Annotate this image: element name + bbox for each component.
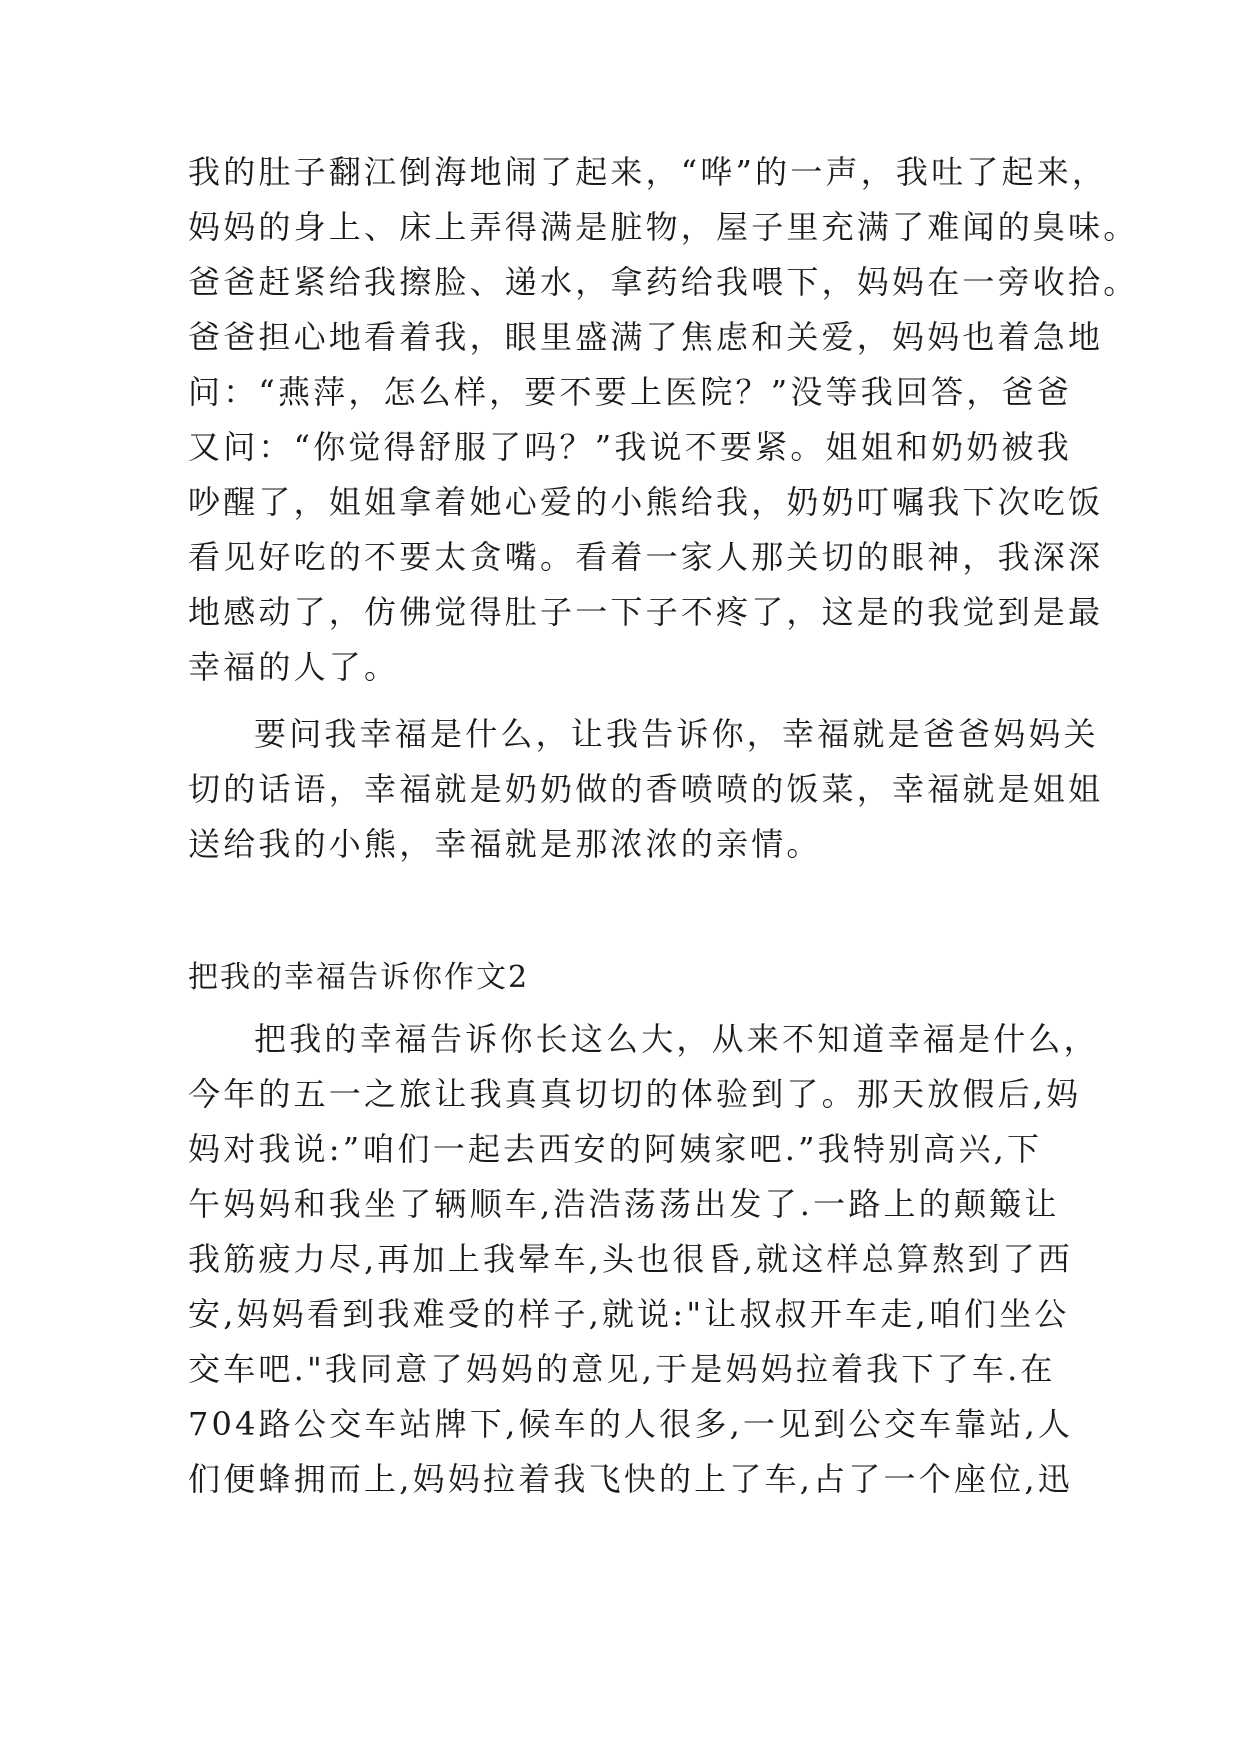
paragraph-line: 送给我的小熊，幸福就是那浓浓的亲情。 [188,825,822,863]
paragraph-line: 吵醒了，姐姐拿着她心爱的小熊给我，奶奶叮嘱我下次吃饭 [188,483,1104,521]
paragraph-line: 看见好吃的不要太贪嘴。看着一家人那关切的眼神，我深深 [188,538,1104,576]
paragraph-line: 我筋疲力尽,再加上我晕车,头也很昏,就这样总算熬到了西 [188,1240,1073,1278]
paragraph-line: 又问：“你觉得舒服了吗？”我说不要紧。姐姐和奶奶被我 [188,428,1072,466]
paragraph-line: 要问我幸福是什么，让我告诉你，幸福就是爸爸妈妈关 [254,715,1099,753]
paragraph-line: 爸爸赶紧给我擦脸、递水，拿药给我喂下，妈妈在一旁收拾。 [188,263,1139,301]
paragraph-line: 午妈妈和我坐了辆顺车,浩浩荡荡出发了.一路上的颠簸让 [188,1185,1060,1223]
paragraph-line: 安,妈妈看到我难受的样子,就说:"让叔叔开车走,咱们坐公 [188,1295,1070,1333]
paragraph-line: 切的话语，幸福就是奶奶做的香喷喷的饭菜，幸福就是姐姐 [188,770,1104,808]
paragraph-line: 我的肚子翻江倒海地闹了起来，“哗”的一声，我吐了起来， [188,153,1108,191]
paragraph-line: 妈对我说:”咱们一起去西安的阿姨家吧.”我特别高兴,下 [188,1130,1043,1168]
paragraph-line: 交车吧."我同意了妈妈的意见,于是妈妈拉着我下了车.在 [188,1350,1056,1388]
paragraph-line: 今年的五一之旅让我真真切切的体验到了。那天放假后,妈 [188,1075,1082,1113]
paragraph-line: 地感动了，仿佛觉得肚子一下子不疼了，这是的我觉到是最 [188,593,1104,631]
essay-heading: 把我的幸福告诉你作文2 [188,960,530,995]
paragraph-line: 问：“燕萍，怎么样，要不要上医院？”没等我回答，爸爸 [188,373,1072,411]
paragraph-line: 704路公交车站牌下,候车的人很多,一见到公交车靠站,人 [188,1405,1074,1443]
paragraph-line: 们便蜂拥而上,妈妈拉着我飞快的上了车,占了一个座位,迅 [188,1460,1073,1498]
paragraph-line: 妈妈的身上、床上弄得满是脏物，屋子里充满了难闻的臭味。 [188,208,1139,246]
paragraph-line: 把我的幸福告诉你长这么大，从来不知道幸福是什么， [254,1020,1099,1058]
paragraph-line: 爸爸担心地看着我，眼里盛满了焦虑和关爱，妈妈也着急地 [188,318,1104,356]
paragraph-line: 幸福的人了。 [188,648,400,686]
